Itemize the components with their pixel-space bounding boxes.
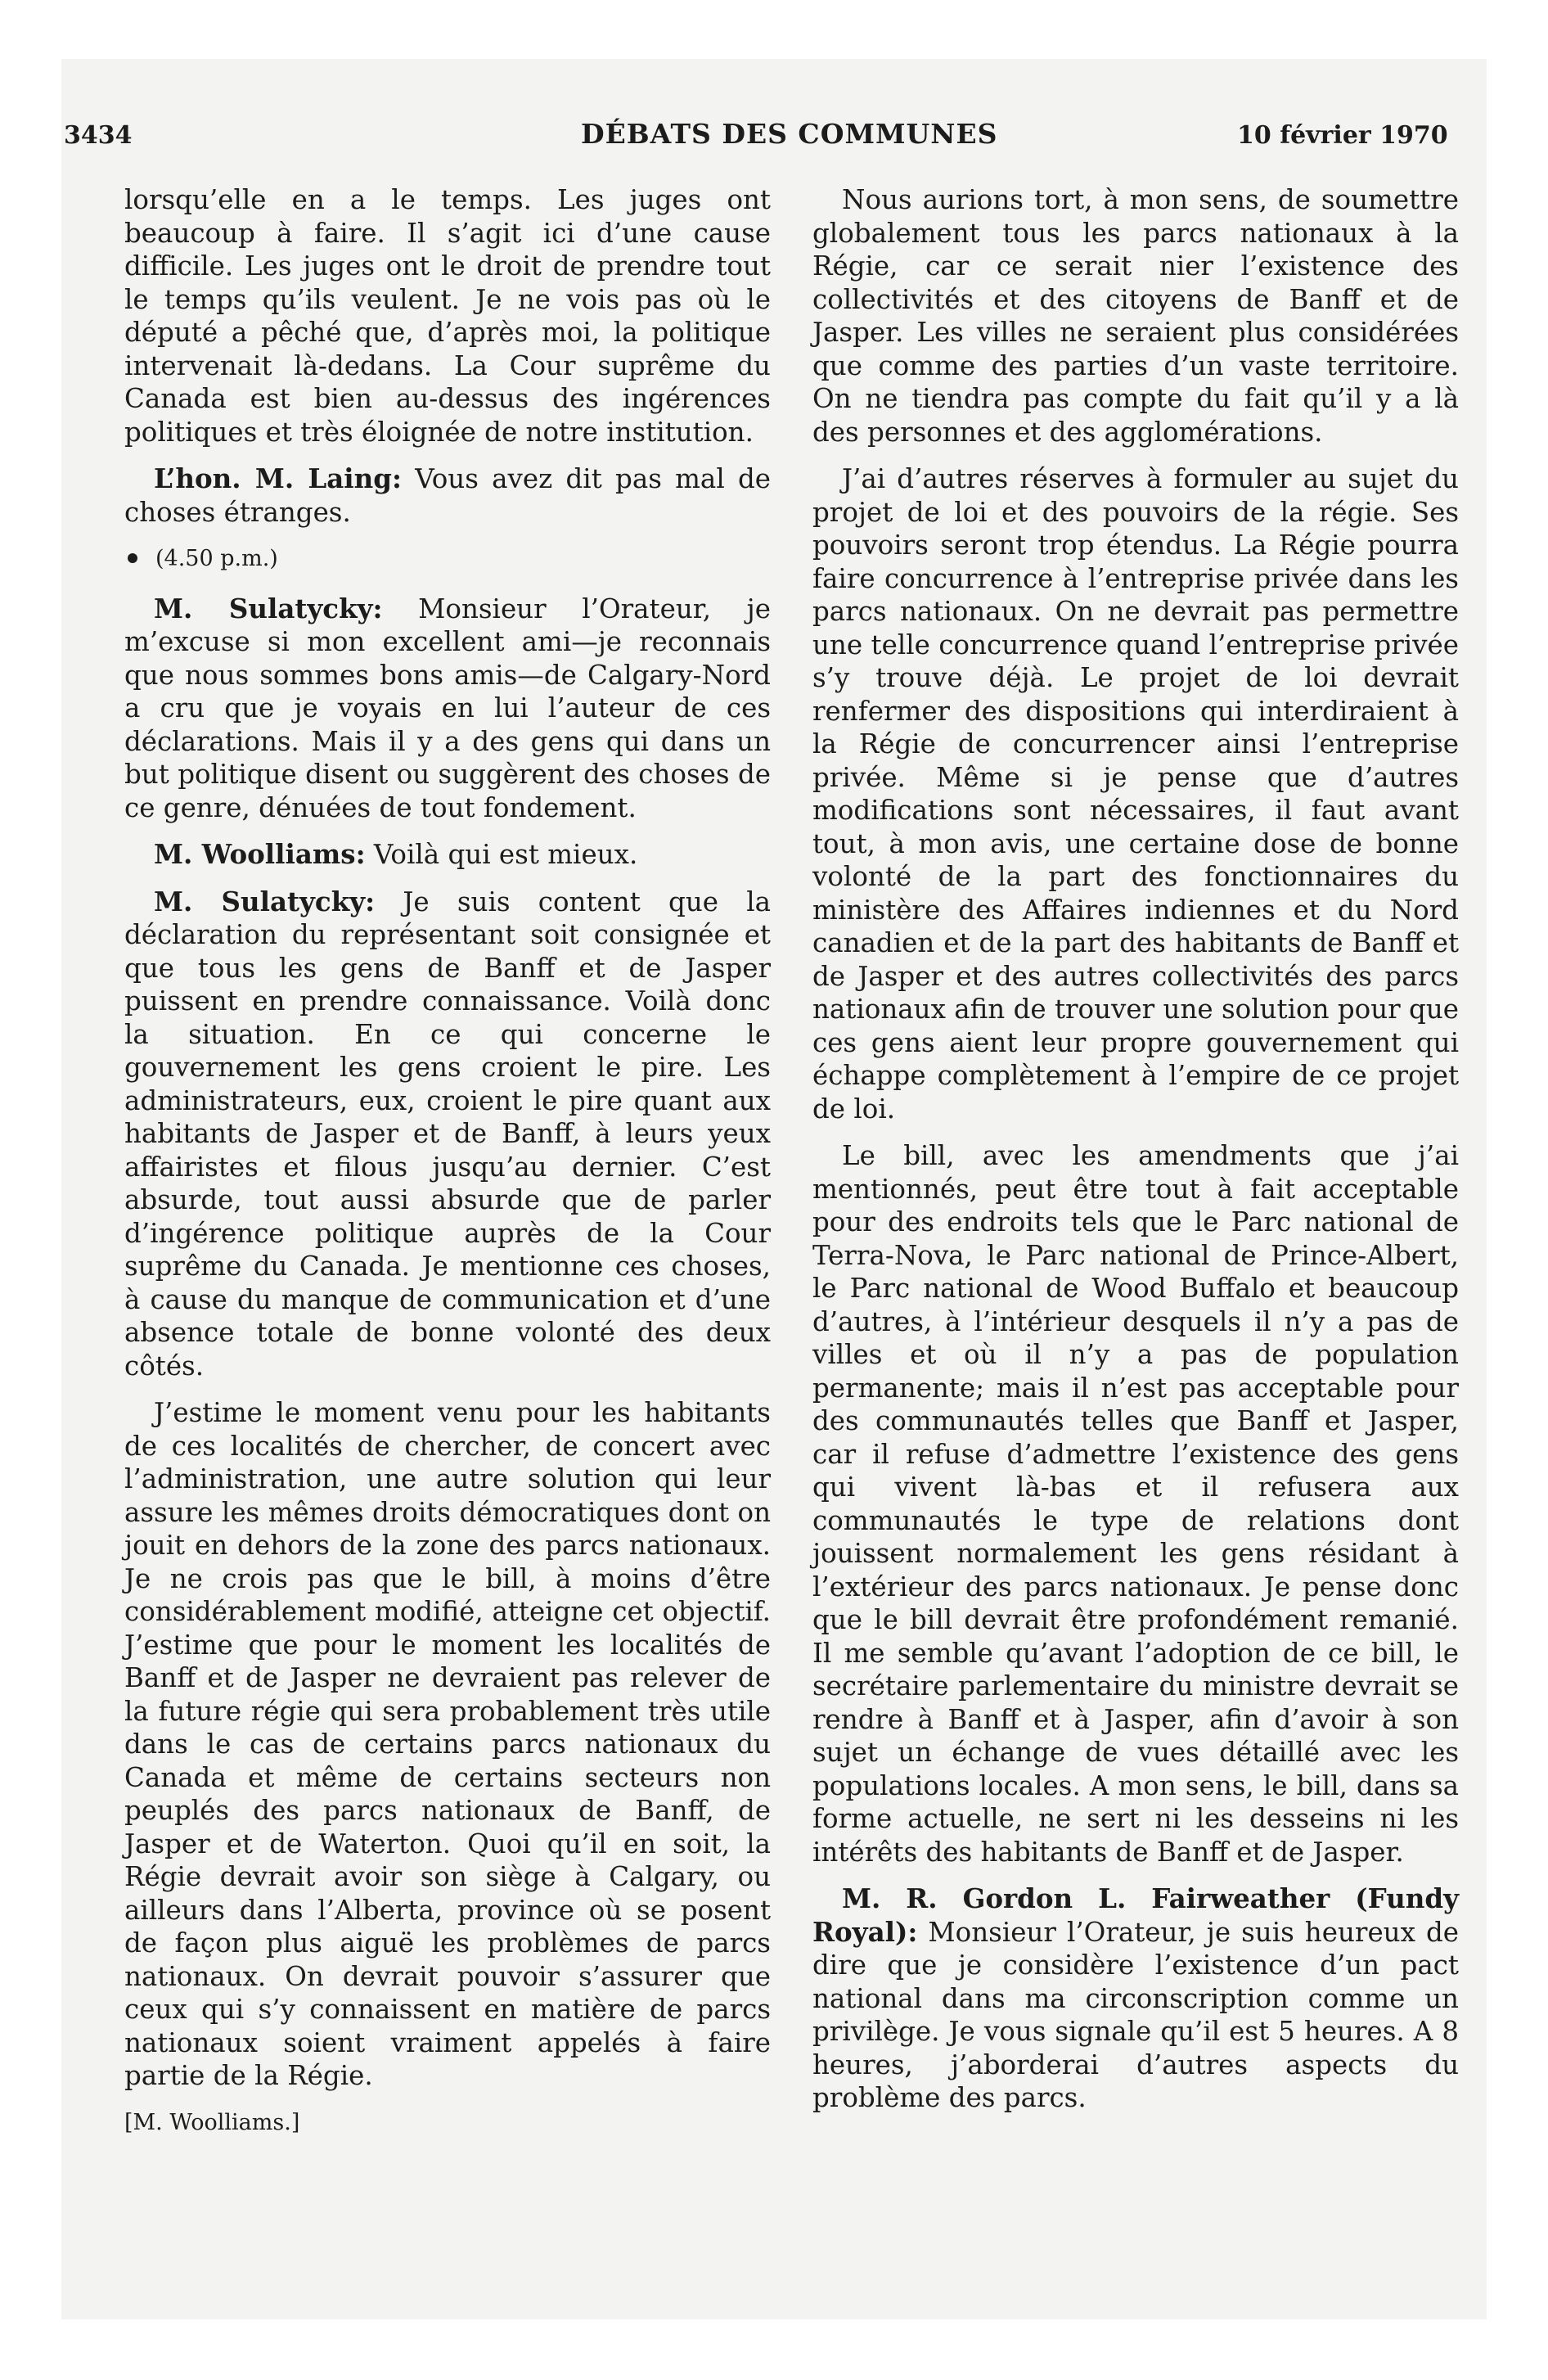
speech-paragraph [812,1882,1459,2115]
paragraph: lorsqu’elle en a le temps. Les juges ont beaucoup à faire. Il s’agit ici d’une cause difficile. Les juges ont le droit de prendre tout le temps qu’ils veulent. Je ne vois pas où le député a pêché que, d’après moi, la politique intervenait là-dedans. La Cour suprême du Canada est bien au-dessus des ingérences politiques et très éloignée de notre institution. [124,184,771,448]
time-marker [124,543,771,576]
speech-text: Monsieur l’Orateur, je suis heureux de dire que je considère l’existence d’un pact national dans ma circonscription comme un privilège. Je vous signale qu’il est 5 heures. A 8 heures, j’aborderai d’autres aspects du problème des parcs. [812,1916,1459,2113]
speaker-name: M. R. Gordon L. Fairweather (Fundy Royal): [812,1882,1459,1948]
bullet-icon [128,553,137,563]
speech-paragraph [124,593,771,825]
time-stamp: (4.50 p.m.) [155,546,278,571]
paragraph: Le bill, avec les amendments que j’ai mentionnés, peut être tout à fait acceptable pour des endroits tels que le Parc national de Terra-Nova, le Parc national de Prince-Albert, le Parc national de Wood Buffalo et beaucoup d’autres, à l’intérieur desquels il n’y a pas de villes et où il n’y a pas de population permanente; mais il n’est pas acceptable pour des communautés telles que Banff et Jasper, car il refuse d’admettre l’existence des gens qui vivent là-bas et il refusera aux communautés le type de relations dont jouissent normalement les gens résidant à l’extérieur des parcs nationaux. Je pense donc que le bill devrait être profondément remanié. Il me semble qu’avant l’adoption de ce bill, le secrétaire parlementaire du ministre devrait se rendre à Banff et à Jasper, afin d’avoir à son sujet un échange de vues détaillé avec les populations locales. A mon sens, le bill, dans sa forme actuelle, ne sert ni les desseins ni les intérêts des habitants de Banff et de Jasper. [812,1140,1459,1868]
speech-paragraph [124,886,771,1383]
left-column [124,183,771,2139]
speaker-reference: [M. Woolliams.] [124,2109,300,2135]
speaker-name: L’hon. M. Laing: [154,462,402,494]
speaker-name: M. Woolliams: [154,838,366,870]
speech-paragraph [124,838,771,872]
speech-text: Voilà qui est mieux. [365,839,638,870]
speaker-name: M. Sulatycky: [154,592,383,624]
speech-text: Vous avez dit pas mal de choses étranges. [124,463,771,528]
header-date: 10 février 1970 [1237,121,1448,150]
speech-text: Je suis content que la déclaration du représentant soit consignée et que tous les gens de Banff et de Jasper puissent en prendre connaissance. Voilà donc la situation. En ce qui concerne le gouvernement les gens croient le pire. Les administrateurs, eux, croient le pire quant aux habitants de Jasper et de Banff, à leurs yeux affairistes et filous jusqu’au dernier. C’est absurde, tout aussi absurde que de parler d’ingérence politique auprès de la Cour suprême du Canada. Je mentionne ces choses, à cause du manque de communication et d’une absence totale de bonne volonté des deux côtés. [124,886,771,1382]
paragraph: J’ai d’autres réserves à formuler au sujet du projet de loi et des pouvoirs de la régie. Ses pouvoirs seront trop étendus. La Régie pourra faire concurrence à l’entreprise privée dans les parcs nationaux. On ne devrait pas permettre une telle concurrence quand l’entreprise privée s’y trouve déjà. Le projet de loi devrait renfermer des dispositions qui interdiraient à la Régie de concurrencer ainsi l’entreprise privée. Même si je pense que d’autres modifications sont nécessaires, il faut avant tout, à mon avis, une certaine dose de bonne volonté de la part des fonctionnaires du ministère des Affaires indiennes et du Nord canadien et de la part des habitants de Banff et de Jasper et des autres collectivités des parcs nationaux afin de trouver une solution pour que ces gens aient leur propre gouvernement qui échappe complètement à l’empire de ce projet de loi. [812,463,1459,1125]
speech-text: Monsieur l’Orateur, je m’excuse si mon excellent ami—je reconnais que nous sommes bons amis—de Calgary-Nord a cru que je voyais en lui l’auteur de ces déclarations. Mais il y a des gens qui dans un but politique disent ou suggèrent des choses de ce genre, dénuées de tout fondement. [124,593,771,823]
page-number: 3434 [64,121,133,150]
paragraph: Nous aurions tort, à mon sens, de soumettre globalement tous les parcs nationaux à la Régie, car ce serait nier l’existence des collectivités et des citoyens de Banff et de Jasper. Les villes ne seraient plus considérées que comme des parties d’un vaste territoire. On ne tiendra pas compte du fait qu’il y a là des personnes et des agglomérations. [812,184,1459,448]
speaker-name: M. Sulatycky: [154,885,376,917]
right-column [812,183,1459,2129]
paragraph: J’estime le moment venu pour les habitants de ces localités de chercher, de concert avec l’administration, une autre solution qui leur assure les mêmes droits démocratiques dont on jouit en dehors de la zone des parcs nationaux. Je ne crois pas que le bill, à moins d’être considérablement modifié, atteigne cet objectif. J’estime que pour le moment les localités de Banff et de Jasper ne devraient pas relever de la future régie qui sera probablement très utile dans le cas de certains parcs nationaux du Canada et même de certains secteurs non peuplés des parcs nationaux de Banff, de Jasper et de Waterton. Quoi qu’il en soit, la Régie devrait avoir son siège à Calgary, ou ailleurs dans l’Alberta, province où se posent de façon plus aiguë les problèmes de parcs nationaux. On devrait pouvoir s’assurer que ceux qui s’y connaissent en matière de parcs nationaux soient vraiment appelés à faire partie de la Régie. [124,1397,771,2091]
speech-paragraph [124,462,771,529]
journal-title: DÉBATS DES COMMUNES [581,118,998,150]
